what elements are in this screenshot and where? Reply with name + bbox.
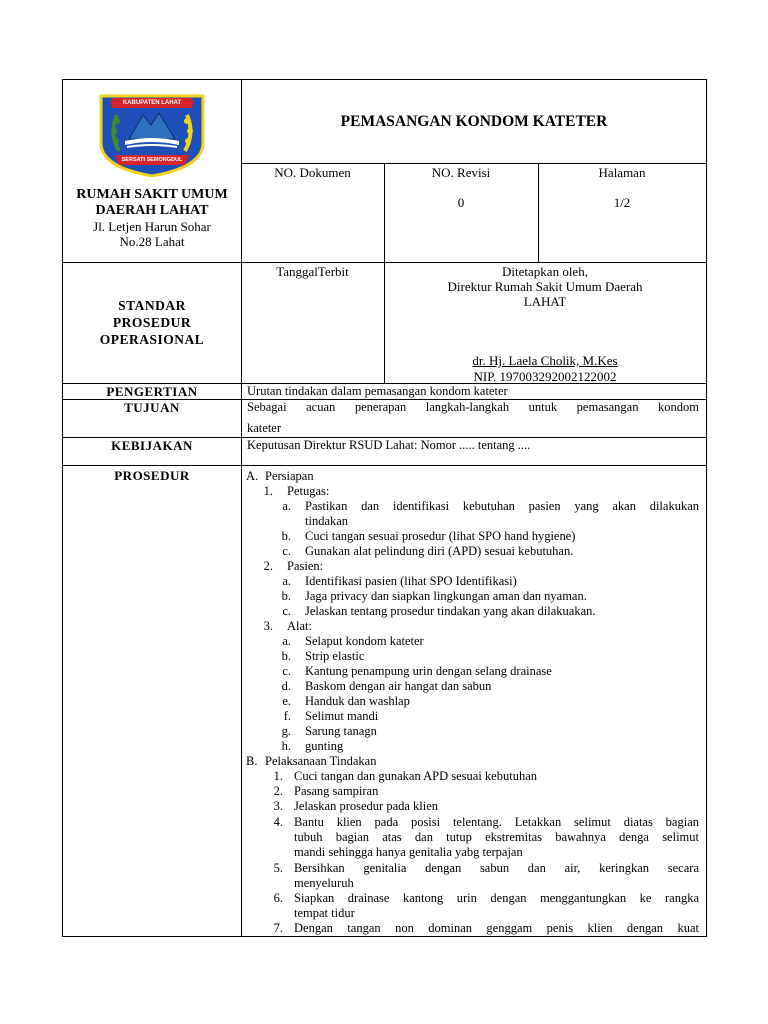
list-item-b7-number: 7. [273,921,283,935]
list-item-a3g: Sarung tanagn [305,724,377,738]
kebijakan-text: Keputusan Direktur RSUD Lahat: Nomor ..... tentang .... [247,438,531,452]
list-item-a3a: Selaput kondom kateter [305,634,424,648]
logo-top-text: KABUPATEN LAHAT [122,100,182,106]
hospital-name-line1: RUMAH SAKIT UMUM [76,187,228,202]
doc-number-label: NO. Dokumen [274,165,351,180]
set-by-block [384,264,706,309]
logo-bottom-text: SERSATI SEMONGDUL [121,157,183,163]
sop-line1: STANDAR [118,298,186,313]
set-by-line3: LAHAT [523,294,567,309]
list-item-b4-line1: Bantu klien pada posisi telentang. Letakkan selimut diatas bagian [294,815,699,829]
list-item-a1a-line1: Pastikan dan identifikasi kebutuhan pasien yang akan dilakukan [305,499,699,513]
list-item-a1c-marker: c. [282,544,291,558]
list-item-b2: Pasang sampiran [294,784,379,798]
pengertian-label: PENGERTIAN [106,384,198,399]
section-a-marker: A. [246,469,259,483]
section-a-title: Persiapan [265,469,314,483]
list-item-b6-line1: Siapkan drainase kantong urin dengan menggantungkan ke rangka [294,891,699,905]
page-label: Halaman [598,165,646,180]
signer-name [384,353,706,368]
address-line2: No.28 Lahat [119,234,185,249]
list-item-a2c: Jelaskan tentang prosedur tindakan yang akan dilakuakan. [305,604,596,618]
hospital-address [62,219,242,249]
sop-line3: OPERASIONAL [99,332,205,347]
tujuan-text-line1: Sebagai acuan penerapan langkah-langkah untuk pemasangan kondom [247,400,699,414]
revision-label: NO. Revisi [431,165,491,180]
list-item-a3h: gunting [305,739,344,753]
list-item-a1b-marker: b. [281,529,291,543]
list-item-b7-line1: Dengan tangan non dominan genggam penis klien dengan kuat [294,921,699,935]
list-item-a1c: Gunakan alat pelindung diri (APD) sesuai kebutuhan. [305,544,574,558]
list-item-a3-number: 3. [263,619,273,633]
list-item-a2b: Jaga privacy dan siapkan lingkungan aman dan nyaman. [305,589,587,603]
list-item-a3b: Strip elastic [305,649,365,663]
list-item-a1a-marker: a. [282,499,291,513]
document-title: PEMASANGAN KONDOM KATETER [340,113,608,130]
list-item-a1-number: 1. [263,484,273,498]
list-item-a3h-marker: h. [281,739,291,753]
list-item-a3f-marker: f. [283,709,291,723]
list-item-b5-line1: Bersihkan genitalia dengan sabun dan air, keringkan secara [294,861,699,875]
section-b-title: Pelaksanaan Tindakan [265,754,377,768]
list-item-b1: Cuci tangan dan gunakan APD sesuai kebutuhan [294,769,538,783]
list-item-a3b-marker: b. [281,649,291,663]
list-item-a2a: Identifikasi pasien (lihat SPO Identifikasi) [305,574,517,588]
list-item-a3d: Baskom dengan air hangat dan sabun [305,679,492,693]
list-item-a3f: Selimut mandi [305,709,379,723]
set-by-line1: Ditetapkan oleh, [502,264,588,279]
list-item-b5-line2: menyeluruh [294,876,354,890]
list-item-a2a-marker: a. [282,574,291,588]
list-item-a1b: Cuci tangan sesuai prosedur (lihat SPO hand hygiene) [305,529,576,543]
list-item-a2b-marker: b. [281,589,291,603]
list-item-b3-number: 3. [273,799,283,813]
list-item-b3: Jelaskan prosedur pada klien [294,799,439,813]
issue-date-label: TanggalTerbit [276,264,349,279]
tujuan-text-line2: kateter [247,421,282,435]
list-item-a1a-line2: tindakan [305,514,349,528]
hospital-name-line2: DAERAH LAHAT [95,203,209,218]
list-item-b2-number: 2. [273,784,283,798]
sop-line2: PROSEDUR [112,315,192,330]
prosedur-label: PROSEDUR [114,468,190,483]
list-item-a3c-marker: c. [282,664,291,678]
list-item-a3: Alat: [287,619,312,633]
section-b-marker: B. [246,754,258,768]
tujuan-label: TUJUAN [124,400,180,415]
signer-name-text: dr. Hj. Laela Cholik, M.Kes [472,353,618,368]
hospital-name [62,187,242,219]
list-item-b6-number: 6. [273,891,283,905]
list-item-b5-number: 5. [273,861,283,875]
list-item-a2c-marker: c. [282,604,291,618]
list-item-a3e: Handuk dan washlap [305,694,410,708]
list-item-a2-number: 2. [263,559,273,573]
list-item-a1: Petugas: [287,484,330,498]
revision-value: 0 [457,195,465,210]
address-line1: Jl. Letjen Harun Sohar [93,219,211,234]
list-item-a3g-marker: g. [281,724,291,738]
list-item-a3d-marker: d. [281,679,291,693]
pengertian-text: Urutan tindakan dalam pemasangan kondom kateter [247,384,508,398]
page-value: 1/2 [613,195,631,210]
set-by-line2: Direktur Rumah Sakit Umum Daerah [447,279,643,294]
regency-logo [95,93,209,177]
list-item-b1-number: 1. [273,769,283,783]
list-item-a3c: Kantung penampung urin dengan selang drainase [305,664,552,678]
list-item-a2: Pasien: [287,559,324,573]
list-item-a3a-marker: a. [282,634,291,648]
list-item-a3e-marker: e. [282,694,291,708]
list-item-b4-line2: tubuh bagian atas dan tutup ekstremitas bawahnya denga selimut [294,830,699,844]
list-item-b4-line3: mandi sehingga hanya genitalia yabg terpajan [294,845,523,859]
kebijakan-label: KEBIJAKAN [111,438,193,453]
sop-label [62,297,242,348]
signer-nip: NIP. 197003292002122002 [473,369,617,384]
list-item-b4-number: 4. [273,815,283,829]
list-item-b6-line2: tempat tidur [294,906,355,920]
